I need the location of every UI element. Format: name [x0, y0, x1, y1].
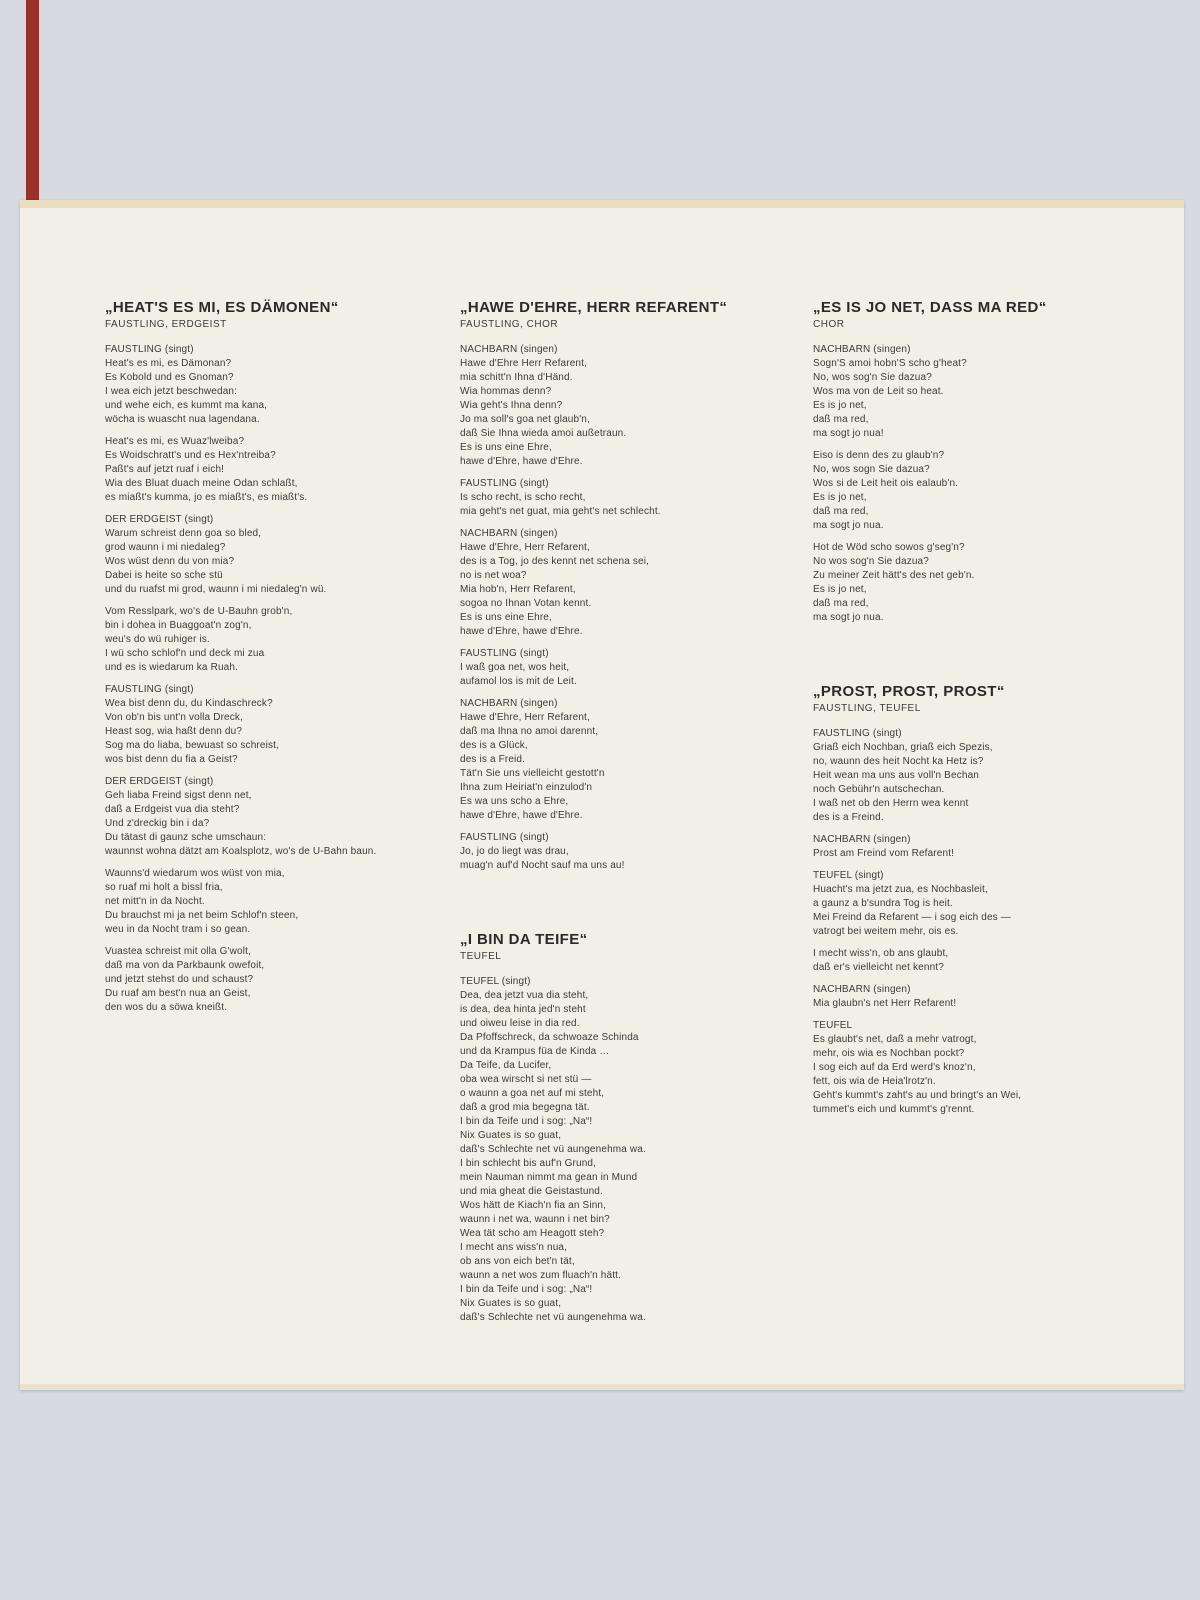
lyric-line: Vuastea schreist mit olla G'wolt, — [105, 946, 251, 957]
lyric-line: des is a Tog, jo des kennt net schena sei, — [460, 556, 650, 567]
song-title: „HEAT'S ES MI, ES DÄMONEN“ — [105, 299, 339, 316]
lyric-line: Prost am Freind vom Refarent! — [813, 848, 955, 859]
lyric-line: I mecht wiss'n, ob ans glaubt, — [813, 948, 949, 959]
lyric-line: I wea eich jetzt beschwedan: — [105, 386, 238, 397]
stanza-speaker: NACHBARN (singen) — [813, 834, 911, 845]
lyric-line: ma sogt jo nua. — [813, 612, 884, 623]
lyric-line: Geht's kummt's zaht's au und bringt's an Wei, — [813, 1090, 1022, 1101]
lyric-line: Jo, jo do liegt was drau, — [460, 846, 569, 857]
lyric-line: Warum schreist denn goa so bled, — [105, 528, 262, 539]
lyric-line: Es is uns eine Ehre, — [460, 442, 552, 453]
stanza-speaker: NACHBARN (singen) — [460, 698, 558, 709]
stanza-speaker: TEUFEL (singt) — [460, 976, 531, 987]
lyric-line: daß ma red, — [813, 414, 869, 425]
lyric-line: des is a Freid. — [460, 754, 526, 765]
lyrics-column-1 — [105, 299, 443, 1023]
lyric-line: oba wea wirscht si net stü — — [460, 1074, 592, 1085]
lyric-line: bin i dohea in Buaggoat'n zog'n, — [105, 620, 252, 631]
lyric-line: tummet's eich und kummt's g'rennt. — [813, 1104, 975, 1115]
lyric-line: Dabei is heite so sche stü — [105, 570, 223, 581]
song-block — [105, 299, 443, 1015]
lyric-line: ma sogt jo nua! — [813, 428, 884, 439]
lyric-line: weu in da Nocht tram i so gean. — [105, 924, 251, 935]
paper-fold-edge-top — [20, 200, 1184, 208]
stanza-speaker: NACHBARN (singen) — [813, 344, 911, 355]
lyric-line: ma sogt jo nua. — [813, 520, 884, 531]
lyric-line: weu's do wü ruhiger is. — [105, 634, 210, 645]
lyric-line: und oiweu leise in dia red. — [460, 1018, 580, 1029]
stanza — [460, 831, 798, 873]
lyric-line: und es is wiedarum ka Ruah. — [105, 662, 239, 673]
lyric-line: Nix Guates is so guat, — [460, 1130, 562, 1141]
lyric-line: und du ruafst mi grod, waunn i mi niedaleg'n wü. — [105, 584, 327, 595]
lyric-line: Tät'n Sie uns vielleicht gestott'n — [460, 768, 605, 779]
stanza — [460, 343, 798, 469]
song-title: „I BIN DA TEIFE“ — [460, 931, 588, 948]
song-block — [460, 299, 798, 873]
lyric-line: des is a Glück, — [460, 740, 528, 751]
lyric-line: hawe d'Ehre, hawe d'Ehre. — [460, 456, 583, 467]
stanza — [105, 867, 443, 937]
stanza-speaker: NACHBARN (singen) — [460, 344, 558, 355]
lyric-line: daß ma von da Parkbaunk owefoit, — [105, 960, 265, 971]
paper-fold-edge-bottom — [20, 1384, 1184, 1390]
song-title: „HAWE D'EHRE, HERR REFARENT“ — [460, 299, 728, 316]
lyric-line: und jetzt stehst do und schaust? — [105, 974, 254, 985]
lyric-line: Wos si de Leit heit ois ealaub'n. — [813, 478, 959, 489]
lyric-line: Mia glaubn's net Herr Refarent! — [813, 998, 957, 1009]
stanza-speaker: FAUSTLING (singt) — [813, 728, 902, 739]
lyric-line: daß ma Ihna no amoi darennt, — [460, 726, 599, 737]
lyric-line: Heat's es mi, es Dämonan? — [105, 358, 232, 369]
stanza — [460, 647, 798, 689]
lyric-line: Wia des Bluat duach meine Odan schlaßt, — [105, 478, 298, 489]
lyric-line: Sog ma do liaba, bewuast so schreist, — [105, 740, 279, 751]
lyric-line: Jo ma soll's goa net glaub'n, — [460, 414, 590, 425]
lyric-line: daß's Schlechte net vü aungenehma wa. — [460, 1144, 646, 1155]
stanza — [813, 983, 1151, 1011]
lyric-line: so ruaf mi holt a bissl fria, — [105, 882, 223, 893]
lyric-line: Es glaubt's net, daß a mehr vatrogt, — [813, 1034, 977, 1045]
lyric-line: muag'n auf'd Nocht sauf ma uns au! — [460, 860, 625, 871]
lyric-line: waunnst wohna dätzt am Koalsplotz, wo's de U-Bahn baun. — [105, 846, 377, 857]
lyric-line: Wos wüst denn du von mia? — [105, 556, 235, 567]
stanza — [105, 605, 443, 675]
lyric-line: Du brauchst mi ja net beim Schlof'n steen, — [105, 910, 299, 921]
lyric-line: mein Nauman nimmt ma gean in Mund — [460, 1172, 638, 1183]
lyric-line: Es is jo net, — [813, 584, 867, 595]
lyric-line: I waß goa net, wos heit, — [460, 662, 570, 673]
song-performers: FAUSTLING, TEUFEL — [813, 703, 921, 714]
stanza — [105, 775, 443, 859]
lyric-line: Es is uns eine Ehre, — [460, 612, 552, 623]
song-title: „ES IS JO NET, DASS MA RED“ — [813, 299, 1047, 316]
lyric-line: I waß net ob den Herrn wea kennt — [813, 798, 969, 809]
lyric-line: Hawe d'Ehre, Herr Refarent, — [460, 542, 590, 553]
stanza-speaker: DER ERDGEIST (singt) — [105, 776, 214, 787]
lyric-line: mia schitt'n Ihna d'Händ. — [460, 372, 573, 383]
lyric-line: noch Gebühr'n autschechan. — [813, 784, 945, 795]
lyric-line: des is a Freind. — [813, 812, 884, 823]
lyric-line: Mei Freind da Refarent — i sog eich des — — [813, 912, 1011, 923]
lyric-line: waunn i net wa, waunn i net bin? — [460, 1214, 610, 1225]
song-block — [813, 299, 1151, 625]
stanza — [813, 869, 1151, 939]
lyric-line: I mecht ans wiss'n nua, — [460, 1242, 568, 1253]
stanza-speaker: FAUSTLING (singt) — [105, 684, 194, 695]
lyric-line: daß Sie Ihna wieda amoi außetraun. — [460, 428, 627, 439]
lyric-line: Es wa uns scho a Ehre, — [460, 796, 569, 807]
lyric-line: I bin da Teife und i sog: „Na“! — [460, 1116, 593, 1127]
lyric-line: no is net woa? — [460, 570, 527, 581]
lyric-line: no, waunn des heit Nocht ka Hetz is? — [813, 756, 984, 767]
lyric-line: daß's Schlechte net vü aungenehma wa. — [460, 1312, 646, 1323]
lyric-line: Nix Guates is so guat, — [460, 1298, 562, 1309]
lyric-line: Und z'dreckig bin i da? — [105, 818, 210, 829]
lyric-line: und mia gheat die Geistastund. — [460, 1186, 603, 1197]
lyric-line: ob ans von eich bet'n tät, — [460, 1256, 575, 1267]
liner-notes-sheet — [20, 200, 1184, 1390]
lyric-line: Eiso is denn des zu glaub'n? — [813, 450, 945, 461]
lyric-line: daß a Erdgeist vua dia steht? — [105, 804, 240, 815]
lyric-line: sogoa no Ihnan Votan kennt. — [460, 598, 592, 609]
lyric-line: Wea tät scho am Heagott steh? — [460, 1228, 605, 1239]
lyric-line: Waunns'd wiedarum wos wüst von mia, — [105, 868, 285, 879]
lyric-line: wöcha is wuascht nua lagendana. — [105, 414, 260, 425]
lyric-line: I bin schlecht bis auf'n Grund, — [460, 1158, 597, 1169]
stanza-speaker: FAUSTLING (singt) — [105, 344, 194, 355]
song-title: „PROST, PROST, PROST“ — [813, 683, 1005, 700]
lyric-line: Es is jo net, — [813, 492, 867, 503]
stanza-speaker: FAUSTLING (singt) — [460, 648, 549, 659]
stanza-speaker: NACHBARN (singen) — [813, 984, 911, 995]
stanza — [813, 727, 1151, 825]
song-block — [813, 683, 1151, 1117]
lyric-line: Von ob'n bis unt'n volla Dreck, — [105, 712, 243, 723]
stanza — [460, 975, 798, 1325]
lyric-line: aufamol los is mit de Leit. — [460, 676, 577, 687]
lyric-line: Ihna zum Heiriat'n einzulod'n — [460, 782, 593, 793]
song-performers: FAUSTLING, CHOR — [460, 319, 559, 330]
lyric-line: a gaunz a b'sundra Tog is heit. — [813, 898, 953, 909]
stanza — [460, 527, 798, 639]
lyric-line: daß er's vielleicht net kennt? — [813, 962, 944, 973]
lyric-line: Hawe d'Ehre Herr Refarent, — [460, 358, 587, 369]
lyric-line: Heit wean ma uns aus voll'n Bechan — [813, 770, 979, 781]
lyric-line: Hot de Wöd scho sowos g'seg'n? — [813, 542, 965, 553]
lyric-line: vatrogt bei weitem mehr, ois es. — [813, 926, 959, 937]
lyric-line: Du ruaf am best'n nua an Geist, — [105, 988, 251, 999]
lyric-line: Hawe d'Ehre, Herr Refarent, — [460, 712, 590, 723]
stanza — [105, 683, 443, 767]
song-performers: CHOR — [813, 319, 845, 330]
stanza — [105, 435, 443, 505]
lyric-line: No wos sog'n Sie dazua? — [813, 556, 929, 567]
stanza — [813, 1019, 1151, 1117]
lyric-line: hawe d'Ehre, hawe d'Ehre. — [460, 626, 583, 637]
lyric-line: I bin da Teife und i sog: „Na“! — [460, 1284, 593, 1295]
stanza-speaker: FAUSTLING (singt) — [460, 832, 549, 843]
lyric-line: Es is jo net, — [813, 400, 867, 411]
song-performers: TEUFEL — [460, 951, 502, 962]
lyric-line: Sogn'S amoi hobn'S scho g'heat? — [813, 358, 967, 369]
stanza — [813, 343, 1151, 441]
stanza-speaker: FAUSTLING (singt) — [460, 478, 549, 489]
lyric-line: Wia hommas denn? — [460, 386, 552, 397]
lyric-line: Dea, dea jetzt vua dia steht, — [460, 990, 589, 1001]
stanza — [813, 833, 1151, 861]
song-performers: FAUSTLING, ERDGEIST — [105, 319, 227, 330]
lyric-line: wos bist denn du fia a Geist? — [105, 754, 238, 765]
lyric-line: Du tätast di gaunz sche umschaun: — [105, 832, 267, 843]
lyric-line: No, wos sogn Sie dazua? — [813, 464, 930, 475]
lyric-line: Geh liaba Freind sigst denn net, — [105, 790, 252, 801]
stanza — [105, 343, 443, 427]
lyric-line: Is scho recht, is scho recht, — [460, 492, 586, 503]
song-block — [460, 931, 798, 1325]
lyric-line: Paßt's auf jetzt ruaf i eich! — [105, 464, 225, 475]
lyric-line: Griaß eich Nochban, griaß eich Spezis, — [813, 742, 993, 753]
stanza — [460, 697, 798, 823]
stanza — [813, 947, 1151, 975]
lyric-line: Heat's es mi, es Wuaz'lweiba? — [105, 436, 245, 447]
lyric-line: net mitt'n in da Nocht. — [105, 896, 205, 907]
lyric-line: daß ma red, — [813, 506, 869, 517]
lyric-line: Wea bist denn du, du Kindaschreck? — [105, 698, 273, 709]
lyric-line: Wos hätt de Kiach'n fia an Sinn, — [460, 1200, 607, 1211]
lyric-line: Da Teife, da Lucifer, — [460, 1060, 552, 1071]
lyric-line: Wia geht's Ihna denn? — [460, 400, 563, 411]
lyric-line: es miaßt's kumma, jo es miaßt's, es miaßt's. — [105, 492, 308, 503]
lyric-line: den wos du a söwa kneißt. — [105, 1002, 228, 1013]
lyrics-column-3 — [813, 299, 1151, 1125]
lyrics-column-2 — [460, 299, 798, 1333]
lyric-line: Es Woidschratt's und es Hex'ntreiba? — [105, 450, 276, 461]
lyric-line: und wehe eich, es kummt ma kana, — [105, 400, 268, 411]
lyric-line: is dea, dea hinta jed'n steht — [460, 1004, 586, 1015]
stanza — [813, 449, 1151, 533]
stanza-speaker: TEUFEL — [813, 1020, 853, 1031]
stanza — [460, 477, 798, 519]
stanza — [813, 541, 1151, 625]
lyric-line: daß a grod mia begegna tät. — [460, 1102, 590, 1113]
lyric-line: o waunn a goa net auf mi steht, — [460, 1088, 605, 1099]
stanza-speaker: DER ERDGEIST (singt) — [105, 514, 214, 525]
lyric-line: mia geht's net guat, mia geht's net schlecht. — [460, 506, 661, 517]
lyric-line: fett, ois wia de Heia'lrotz'n. — [813, 1076, 936, 1087]
lyric-line: I sog eich auf da Erd werd's knoz'n, — [813, 1062, 976, 1073]
lyric-line: daß ma red, — [813, 598, 869, 609]
stanza — [105, 945, 443, 1015]
sleeve-spine-stripe — [26, 0, 39, 207]
lyric-line: Zu meiner Zeit hätt's des net geb'n. — [813, 570, 975, 581]
lyric-line: Da Pfoffschreck, da schwoaze Schinda — [460, 1032, 639, 1043]
lyric-line: Heast sog, wia haßt denn du? — [105, 726, 243, 737]
lyric-line: mehr, ois wia es Nochban pockt? — [813, 1048, 965, 1059]
lyric-line: No, wos sog'n Sie dazua? — [813, 372, 932, 383]
lyric-line: waunn a net wos zum fluach'n hätt. — [460, 1270, 621, 1281]
stanza-speaker: TEUFEL (singt) — [813, 870, 884, 881]
lyric-line: hawe d'Ehre, hawe d'Ehre. — [460, 810, 583, 821]
lyric-line: Wos ma von de Leit so heat. — [813, 386, 944, 397]
lyric-line: und da Krampus füa de Kinda … — [460, 1046, 610, 1057]
lyric-line: Vom Resslpark, wo's de U-Bauhn grob'n, — [105, 606, 293, 617]
lyric-line: Huacht's ma jetzt zua, es Nochbasleit, — [813, 884, 988, 895]
stanza-speaker: NACHBARN (singen) — [460, 528, 558, 539]
stanza — [105, 513, 443, 597]
lyric-line: grod waunn i mi niedaleg? — [105, 542, 226, 553]
lyric-line: I wü scho schlof'n und deck mi zua — [105, 648, 265, 659]
lyric-line: Mia hob'n, Herr Refarent, — [460, 584, 576, 595]
lyric-line: Es Kobold und es Gnoman? — [105, 372, 234, 383]
